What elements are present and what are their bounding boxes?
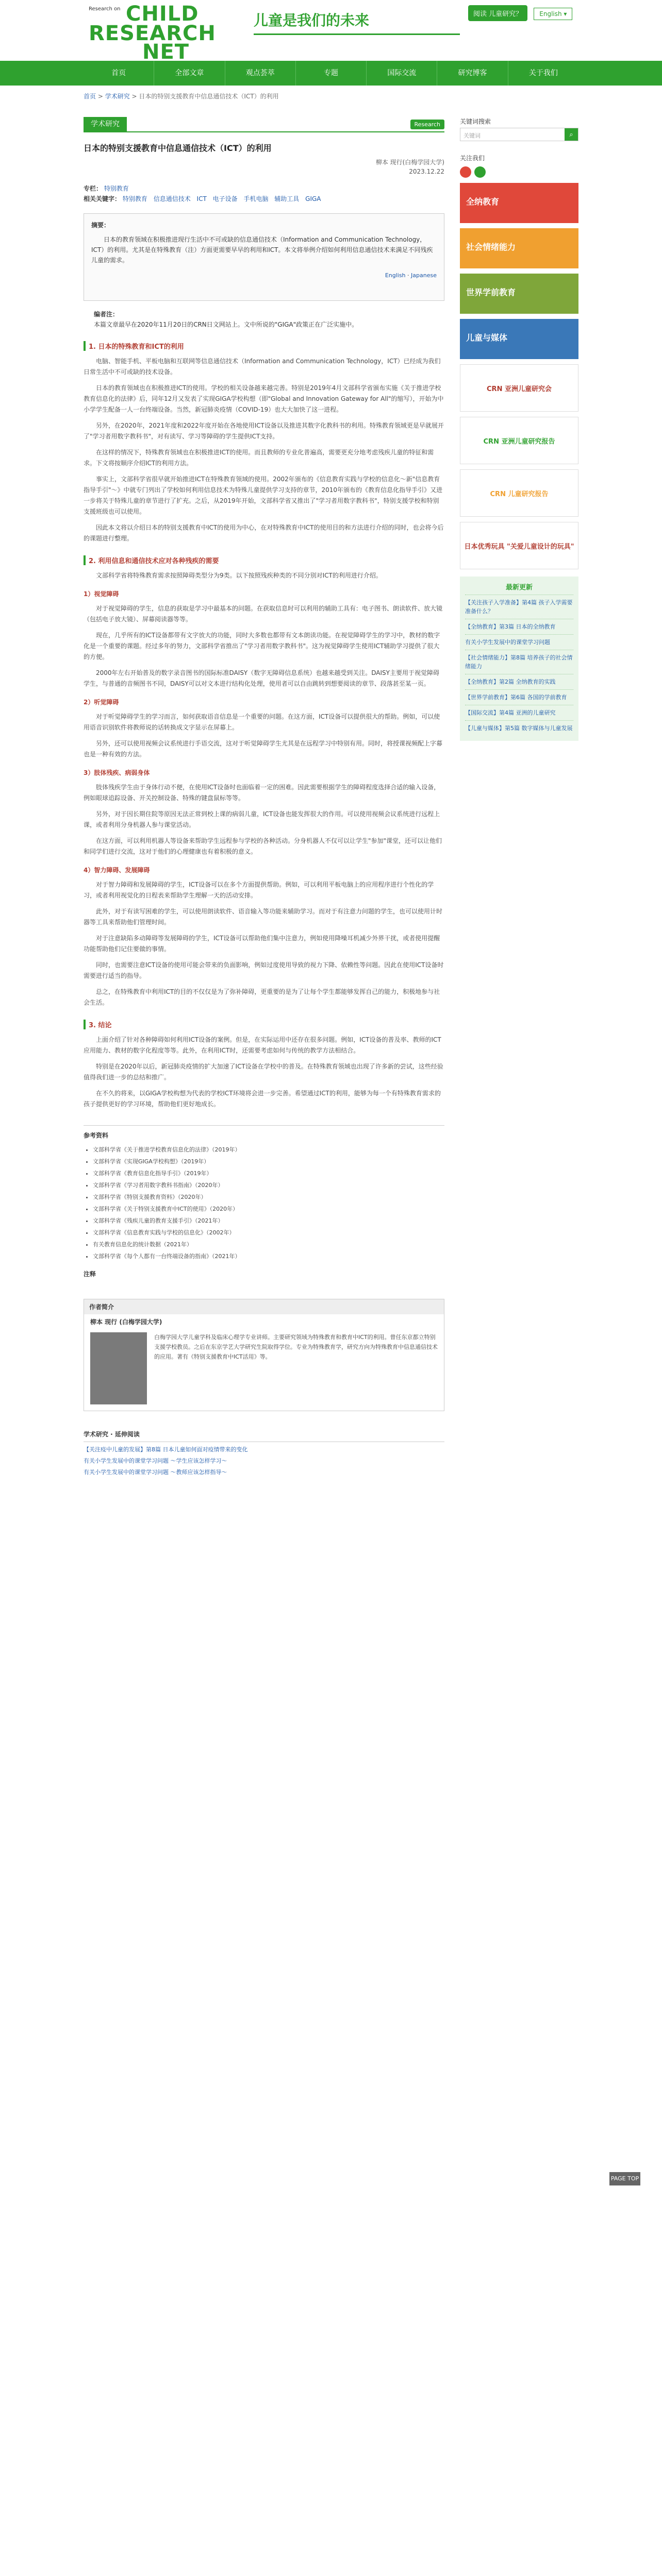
abstract-japanese-link[interactable]: Japanese: [411, 272, 437, 279]
reference-item[interactable]: • 文部科学省《特别支援教育资料》（2020年）: [93, 1192, 444, 1202]
sidebar: [460, 107, 578, 1476]
abstract-text: 日本的教育领域在积极推进现行生活中不可或缺的信息通信技术（Information and Communication Technology，ICT）的利用。尤其是在特殊教育（注）方面更需要早早的利用和ICT。本文将举例介绍如何利用信息通信技术来满足不同残疾儿童的需求。: [91, 236, 433, 264]
article-main: [84, 107, 444, 1476]
abstract-english-link[interactable]: English: [385, 272, 406, 279]
paragraph: 文部科学省将特殊教育需求按照障碍类型分为9类。以下按照残疾种类的不同分别对ICT的利用进行介绍。: [96, 572, 382, 579]
nav-item-blog[interactable]: 研究博客: [437, 61, 508, 86]
reference-item[interactable]: • 有关教育信息化的统计数据（2021年）: [93, 1240, 444, 1249]
notes-label: 注释: [84, 1270, 96, 1278]
reference-item[interactable]: • 文部科学省《信息教育实践与学校的信息化》（2002年）: [93, 1228, 444, 1238]
follow-label: 关注我们: [460, 155, 485, 162]
latest-item[interactable]: 【全纳教育】第2篇 全纳教育的实践: [465, 674, 573, 689]
tag-link[interactable]: 信息通信技术: [153, 195, 191, 202]
breadcrumb-home[interactable]: 首页: [84, 93, 96, 100]
abstract-box: 摘要： 日本的教育领域在积极推进现行生活中不可或缺的信息通信技术（Information and Communication Technology，ICT）的利用。尤其是在特殊教育（注）方面更需要早早的利用和ICT。本文将举例介绍如何利用信息通信技术来满足不同残疾儿童的需求。 English · Japanese: [84, 213, 444, 301]
feature-asia-research[interactable]: CRN 亚洲儿童研究会: [460, 364, 578, 412]
editor-note-label: 编者注：: [94, 311, 119, 318]
reference-item[interactable]: • 文部科学省《实现GIGA学校构想》（2019年）: [93, 1157, 444, 1166]
refs-label: 参考资料: [84, 1132, 109, 1139]
feature-child-report[interactable]: CRN 儿童研究报告: [460, 469, 578, 517]
breadcrumb: 首页 > 学术研究 > 日本的特别支援教育中信息通信技术（ICT）的利用: [84, 93, 279, 100]
heading-1: 1. 日本的特殊教育和ICT的利用: [84, 341, 444, 351]
field-link[interactable]: 特别教育: [104, 185, 129, 192]
banner-preschool[interactable]: 世界学前教育: [460, 274, 578, 314]
author-bio: 白梅学园大学儿童学科及临床心理学专业讲师。主要研究领域为特殊教育和教育中ICT的利用。曾任东京都立特别支援学校教员。之后在东京学艺大学研究生院取得学位。专业为特殊教育学，研究方向为特殊教育中信息通信技术的应用。著有《特别支援教育中ICT活用》等。: [154, 1334, 438, 1360]
search-input[interactable]: 关键词: [464, 132, 481, 139]
abstract-label: 摘要：: [91, 222, 110, 229]
wechat-icon[interactable]: [474, 166, 486, 178]
paragraph: 对于听觉障碍学生的学习而言，如何获取语音信息是一个重要的问题。在这方面，ICT设备可以提供很大的帮助。例如，可以使用语音识别软件将教师说的话转换成文字显示在屏幕上。: [84, 713, 440, 731]
paragraph: 电脑、智能手机、平板电脑和互联网等信息通信技术（Information and Communication Technology，ICT）已经成为我们日常生活中不可或缺的技术设备。: [84, 358, 441, 376]
section-header: [84, 117, 444, 132]
tag-link[interactable]: 特别教育: [122, 195, 147, 202]
reference-item[interactable]: • 文部科学省《残疾儿童的教育支援手引》（2021年）: [93, 1216, 444, 1226]
article-meta: [84, 183, 444, 204]
paragraph: 在不久的将来，以GIGA学校构想为代表的学校ICT环境将会进一步完善。希望通过ICT的利用，能够为每一个有特殊教育需求的孩子提供更好的学习环境，帮助他们更好地成长。: [84, 1090, 441, 1108]
related-header: 学术研究 · 延伸阅读: [84, 1427, 444, 1442]
paragraph: 在这样的情况下，特殊教育领域也在积极推进ICT的使用。而且教师的专业化普遍高，需要更充分地考虑残疾儿童的特征和需求。下文将按顺序介绍ICT的利用方法。: [84, 449, 434, 467]
tag-link[interactable]: 电子设备: [212, 195, 238, 202]
subheading-visual: 1）视觉障碍: [84, 590, 119, 598]
logo-research-text: RESEARCH: [89, 22, 216, 45]
paragraph: 总之，在特殊教育中利用ICT的目的不仅仅是为了弥补障碍，更重要的是为了让每个学生都能够发挥自己的能力，积极地参与社会生活。: [84, 988, 440, 1006]
paragraph: 另外，在2020年，2021年度和2022年度开始在各地使用ICT设备以及推进其数字化教科书的利用。特殊教育领域更是早就展开了"学习者用数字教科书"，对有读写、学习等障碍的学生提供ICT支持。: [84, 422, 444, 440]
paragraph: 对于智力障碍和发展障碍的学生，ICT设备可以在多个方面提供帮助。例如，可以利用平板电脑上的应用程序进行个性化的学习，或者利用视觉化的日程表来帮助学生理解一天的活动安排。: [84, 881, 434, 899]
latest-item[interactable]: 【全纳教育】第3篇 日本的全纳教育: [465, 619, 573, 634]
author-box: [84, 1299, 444, 1411]
nav-item-views[interactable]: 观点荟萃: [225, 61, 296, 86]
related-link[interactable]: 有关小学生发展中的课堂学习问题 ～教师应该怎样指导～: [84, 1469, 227, 1476]
subheading-intellectual: 4）智力障碍、发展障碍: [84, 867, 150, 874]
paragraph: 肢体残疾学生由于身体行动不便，在使用ICT设备时也面临着一定的困难。因此需要根据学生的障碍程度选择合适的输入设备，例如眼球追踪设备、开关控制设备、特殊的键盘鼠标等等。: [84, 784, 440, 802]
article-date: 2023.12.22: [409, 168, 444, 175]
weibo-icon[interactable]: [460, 166, 471, 178]
paragraph: 上面介绍了针对各种障碍如何利用ICT设备的案例。但是，在实际运用中还存在很多问题。例如，ICT设备的普及率、教师的ICT应用能力、教材的数字化程度等等。此外，在利用ICT时，还需要考虑如何与传统的教学方法相结合。: [84, 1036, 441, 1054]
related-link[interactable]: 【关注疫中儿童的发展】第8篇 日本儿童如何面对疫情带来的变化: [84, 1446, 248, 1453]
main-nav: [0, 61, 662, 86]
logo-net-text: NET: [142, 40, 190, 64]
section-label: 学术研究: [84, 117, 127, 131]
header-slogan: 儿童是我们的未来: [254, 9, 460, 35]
paragraph: 2000年左右开始普及的数字录音图书的国际标准DAISY（数字无障碍信息系统）也越来越受到关注。DAISY主要用于视觉障碍学生，与普通的音频图书不同，DAISY可以对文本进行结构化处理，使用者可以自由跳转到想要阅读的章节、段落甚至某一页。: [84, 669, 439, 687]
banner-inclusive[interactable]: 全纳教育: [460, 183, 578, 223]
latest-item[interactable]: 【关注孩子入学准备】第4篇 孩子入学需要准备什么？: [465, 595, 573, 619]
latest-item[interactable]: 【国际交流】第4篇 亚洲的儿童研究: [465, 705, 573, 720]
tags-label: 相关关键字：: [84, 195, 121, 202]
reference-item[interactable]: • 文部科学省《教育信息化指导手引》（2019年）: [93, 1168, 444, 1178]
nav-item-all[interactable]: 全部文章: [154, 61, 225, 86]
heading-2: 2. 利用信息和通信技术应对各种残疾的需要: [84, 555, 444, 565]
author-photo: [90, 1332, 147, 1404]
article-author: 柳本 现行(白梅学园大学): [375, 159, 444, 166]
related-articles: [84, 1427, 444, 1476]
page-top-button[interactable]: PAGE TOP: [609, 2172, 640, 2185]
reference-item[interactable]: • 文部科学省《关于推进学校教育信息化的法律》（2019年）: [93, 1145, 444, 1155]
site-logo[interactable]: [86, 2, 220, 64]
paragraph: 另外，对于因长期住院等原因无法正常到校上课的病弱儿童，ICT设备也能发挥很大的作用。可以使用视频会议系统进行远程上课，或者利用分身机器人参与课堂活动。: [84, 810, 440, 828]
section-tag: Research: [410, 120, 444, 129]
feature-toys[interactable]: 日本优秀玩具 "关爱儿童设计的玩具": [460, 522, 578, 569]
tag-link[interactable]: GIGA: [305, 195, 321, 202]
reference-item[interactable]: • 文部科学省《学习者用数字教科书指南》（2020年）: [93, 1180, 444, 1190]
tag-link[interactable]: ICT: [196, 195, 207, 202]
breadcrumb-current: 日本的特别支援教育中信息通信技术（ICT）的利用: [139, 93, 279, 100]
paragraph: 此外，对于有读写困难的学生，可以使用朗读软件、语音输入等功能来辅助学习。而对于有注意力问题的学生，也可以使用计时器等工具来帮助他们管理时间。: [84, 908, 443, 926]
latest-updates-header: 最新更新: [505, 584, 533, 591]
nav-item-about[interactable]: 关于我们: [528, 69, 558, 77]
paragraph: 对于视觉障碍的学生，信息的获取是学习中最基本的问题。在获取信息时可以利用的辅助工具有：电子图书、朗读软件、放大镜（包括电子放大镜）、屏幕阅读器等等。: [84, 605, 443, 623]
paragraph: 在这方面，可以利用机器人等设备来帮助学生远程参与学校的各种活动。分身机器人不仅可以让学生"参加"课堂，还可以让他们和同学们进行交流，这对于他们的心理健康也有着积极的意义。: [84, 837, 442, 855]
reference-list: [84, 1145, 444, 1261]
paragraph: 因此本文将以介绍日本的特别支援教育中ICT的使用为中心，在对特殊教育中ICT的使用目的和方法进行介绍的同时，也会将今后的课题进行整理。: [84, 524, 444, 542]
feature-asia-report[interactable]: CRN 亚洲儿童研究报告: [460, 417, 578, 464]
paragraph: 对于注意缺陷多动障碍等发展障碍的学生，ICT设备可以帮助他们集中注意力，例如使用降噪耳机减少外界干扰，或者使用提醒功能帮助他们记住要做的事情。: [84, 935, 440, 953]
latest-updates: [460, 577, 578, 741]
search-box: [460, 128, 578, 141]
logo-child-text: CHILD: [126, 2, 199, 26]
tag-link[interactable]: 辅助工具: [274, 195, 300, 202]
header-buttons: [468, 5, 576, 21]
paragraph: 事实上，文部科学省很早就开始推进ICT在特殊教育领域的使用。2002年颁布的《信息教育实践与学校的信息化～新"信息教育指导手引"～》中就专门列出了学校如何利用信息技术为特殊儿童提供学习支持的章节，2010年颁布的《教育信息化指导手引》又进一步将关于特殊儿童的章节进行了扩充。之后，从2019年开始，文部科学省又推出了"学习者用数字教科书"，特别支援学校和特别支援班级也可以使用。: [84, 476, 443, 515]
subheading-physical: 3）肢体残疾、病弱身体: [84, 769, 150, 776]
author-box-header: 作者简介: [84, 1299, 444, 1314]
logo-small-text: Research on: [89, 6, 121, 12]
reference-item[interactable]: • 文部科学省《关于特别支援教育中ICT的使用》（2020年）: [93, 1204, 444, 1214]
read-button[interactable]: 阅读 儿童研究？: [468, 5, 527, 21]
nav-item-home[interactable]: 首页: [84, 61, 154, 86]
paragraph: 现在，几乎所有的ICT设备都带有文字放大的功能，同时大多数也都带有文本朗读功能。在视觉障碍学生的学习中，教材的数字化是一个重要的课题。经过多年的努力，文部科学省推出了"学习者用数字教科书"。这为视觉障碍学生使用ICT辅助学习提供了很大的方便。: [84, 632, 440, 660]
editor-note: [84, 309, 444, 330]
site-header: [84, 0, 578, 64]
latest-item[interactable]: 【儿童与媒体】第5篇 数字媒体与儿童发展: [465, 720, 573, 736]
field-label: 专栏：: [84, 185, 103, 192]
latest-item[interactable]: 有关小学生发展中的课堂学习问题: [465, 634, 573, 650]
paragraph: 另外，还可以使用视频会议系统进行手语交流，这对于听觉障碍学生尤其是在远程学习中特别有用。同时，将授课视频配上字幕也是一种有效的方法。: [84, 740, 443, 758]
latest-item[interactable]: 【社会情绪能力】第8篇 培养孩子的社会情绪能力: [465, 650, 573, 674]
editor-note-text: 本篇文章最早在2020年11月20日的CRN日文网站上。文中所说的"GIGA"政策正在广泛实施中。: [94, 321, 358, 328]
language-select[interactable]: English ▾: [534, 8, 572, 20]
article-title: 日本的特别支援教育中信息通信技术（ICT）的利用: [84, 143, 272, 153]
breadcrumb-section[interactable]: 学术研究: [105, 93, 130, 100]
related-link[interactable]: 有关小学生发展中的课堂学习问题 ～学生应该怎样学习～: [84, 1458, 227, 1464]
tag-link[interactable]: 手机电脑: [243, 195, 269, 202]
nav-item-topics[interactable]: 专题: [296, 61, 367, 86]
nav-item-intl[interactable]: 国际交流: [367, 61, 437, 86]
banner-media[interactable]: 儿童与媒体: [460, 319, 578, 359]
reference-item[interactable]: • 文部科学省《每个人都有一台终端设备的指南》（2021年）: [93, 1251, 444, 1261]
search-label: 关键词搜索: [460, 118, 491, 125]
author-name: 柳本 现行 (白梅学园大学): [90, 1318, 162, 1326]
paragraph: 日本的教育领域也在积极推进ICT的使用。学校的相关设备越来越完善。特别是2019年4月文部科学省颁布实施《关于推进学校教育信息化的法律》后，同年12月又发表了实现GIGA学校构想（即"Global and Innovation Gateway for All"的缩写），开始为中小学学生配备一人一台终端设备。当然，新冠肺炎疫情（COVID-19）也大大加快了这一进程。: [84, 384, 444, 413]
search-icon[interactable]: ⌕: [565, 128, 578, 141]
social-icons: [460, 166, 578, 178]
heading-3: 3. 结论: [84, 1020, 444, 1029]
paragraph: 特别是在2020年以后，新冠肺炎疫情的扩大加速了ICT设备在学校中的普及。在特殊教育领域也出现了许多新的尝试，这些经验值得我们进一步的总结和推广。: [84, 1063, 443, 1081]
subheading-hearing: 2）听觉障碍: [84, 699, 119, 706]
paragraph: 同时，也需要注意ICT设备的使用可能会带来的负面影响，例如过度使用导致的视力下降、依赖性等问题。因此在使用ICT设备时需要进行适当的指导。: [84, 961, 444, 979]
banner-sel[interactable]: 社会情绪能力: [460, 228, 578, 268]
latest-item[interactable]: 【世界学前教育】第6篇 各国的学前教育: [465, 689, 573, 705]
